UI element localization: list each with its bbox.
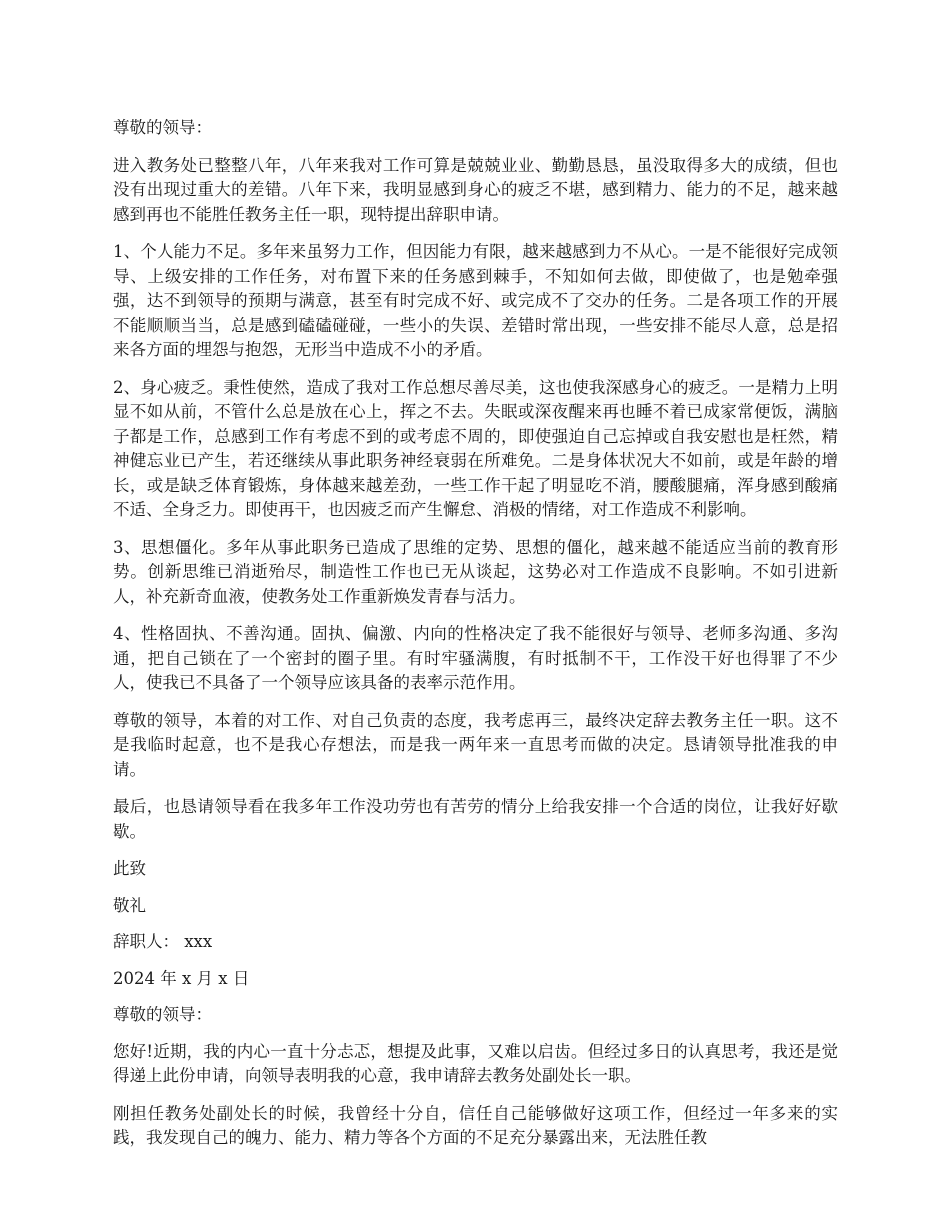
second-letter-intro: 您好!近期，我的内心一直十分忐忑，想提及此事，又难以启齿。但经过多日的认真思考，我还是觉得递上此份申请，向领导表明我的心意，我申请辞去教务处副处长一职。: [113, 1041, 838, 1085]
reason-4-paragraph: 4、性格固执、不善沟通。固执、偏激、内向的性格决定了我不能很好与领导、老师多沟通、多沟通，把自己锁在了一个密封的圈子里。有时牢骚满腹，有时抵制不干，工作没干好也得罪了不少人，使我已不具备了一个领导应该具备的表率示范作用。: [113, 624, 838, 692]
date-line: 2024 年 x 月 x 日: [113, 968, 250, 988]
closing-paragraph: 最后，也恳请领导看在我多年工作没功劳也有苦劳的情分上给我安排一个合适的岗位，让我好好歇歇。: [113, 797, 838, 841]
closing-salute: 敬礼: [113, 895, 146, 915]
reason-2-paragraph: 2、身心疲乏。秉性使然，造成了我对工作总想尽善尽美，这也使我深感身心的疲乏。一是精力上明显不如从前，不管什么总是放在心上，挥之不去。失眠或深夜醒来再也睡不着已成家常便饭，满脑子都是工作，总感到工作有考虑不到的或考虑不周的，即使强迫自己忘掉或自我安慰也是枉然，精神健忘业已产生，若还继续从事此职务神经衰弱在所难免。二是身体状况大不如前，或是年龄的增长，或是缺乏体育锻炼，身体越来越差劲，一些工作干起了明显吃不消，腰酸腿痛，浑身感到酸痛不适、全身乏力。即使再干，也因疲乏而产生懈怠、消极的情绪，对工作造成不利影响。: [113, 377, 838, 519]
second-letter-body: 刚担任教务处副处长的时候，我曾经十分自，信任自己能够做好这项工作，但经过一年多来的实践，我发现自己的魄力、能力、精力等各个方面的不足充分暴露出来，无法胜任教: [113, 1103, 838, 1147]
signature-line: 辞职人： xxx: [113, 932, 213, 951]
request-paragraph: 尊敬的领导，本着的对工作、对自己负责的态度，我考虑再三，最终决定辞去教务主任一职。这不是我临时起意，也不是我心存想法，而是我一两年来一直思考而做的决定。恳请领导批准我的申请。: [113, 710, 838, 779]
reason-3-paragraph: 3、思想僵化。多年从事此职务已造成了思维的定势、思想的僵化，越来越不能适应当前的教育形势。创新思维已消逝殆尽，制造性工作也已无从谈起，这势必对工作造成不良影响。不如引进新人，补充新奇血液，使教务处工作重新焕发青春与活力。: [113, 537, 838, 606]
document-body: [113, 116, 838, 1164]
reason-1-paragraph: 1、个人能力不足。多年来虽努力工作，但因能力有限，越来越感到力不从心。一是不能很好完成领导、上级安排的工作任务，对布置下来的任务感到棘手，不知如何去做，即使做了，也是勉牵强强，达不到领导的预期与满意，甚至有时完成不好、或完成不了交办的任务。二是各项工作的开展不能顺顺当当，总是感到磕磕碰碰，一些小的失误、差错时常出现，一些安排不能尽人意，总是招来各方面的埋怨与抱怨，无形当中造成不小的矛盾。: [113, 242, 838, 359]
salutation-2: 尊敬的领导：: [113, 1005, 212, 1024]
closing-phrase: 此致: [113, 859, 146, 878]
intro-paragraph: 进入教务处已整整八年，八年来我对工作可算是兢兢业业、勤勤恳恳，虽没取得多大的成绩，但也没有出现过重大的差错。八年下来，我明显感到身心的疲乏不堪，感到精力、能力的不足，越来越感到再也不能胜任教务主任一职，现特提出辞职申请。: [113, 155, 838, 224]
salutation: 尊敬的领导：: [113, 118, 212, 137]
